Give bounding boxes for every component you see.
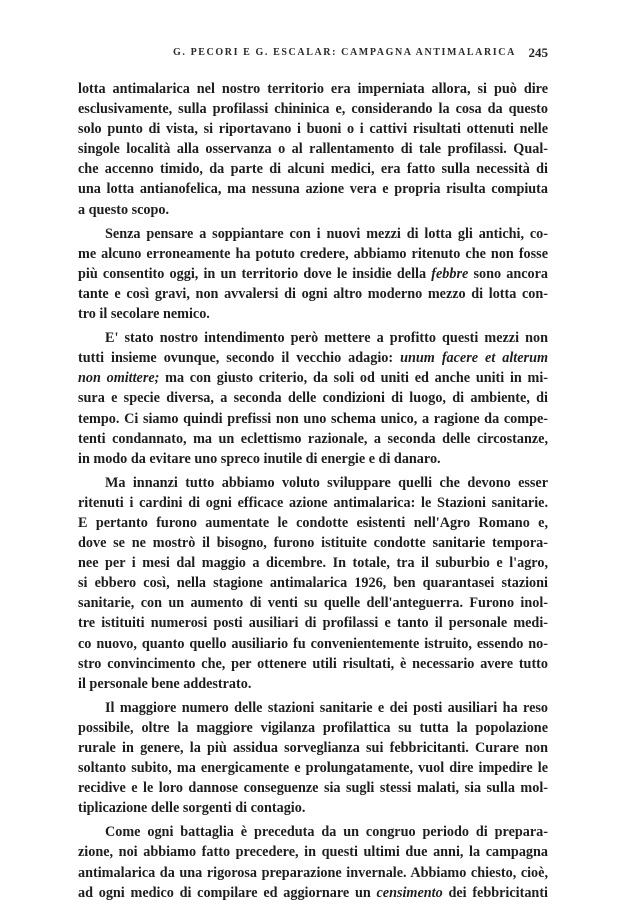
text-line: sura e specie diversa, a seconda delle condizioni di luogo, di ambiente, di xyxy=(78,390,548,407)
text-line: esclusivamente, sulla profilassi chininica e, considerando la cosa da questo xyxy=(78,101,548,118)
text-line: più consentito oggi, in un territorio dove le insidie della febbre sono ancora xyxy=(78,265,548,282)
text-line: si ebbero così, nella stagione antimalarica 1926, ben quarantasei stazioni xyxy=(78,575,548,592)
text-line: tre istituiti numerosi posti ausiliari di profilassi e tanto il personale medi- xyxy=(78,615,548,632)
text-line: a questo scopo. xyxy=(78,201,170,218)
italic-phrase: censimento xyxy=(376,884,443,901)
text-line: antimalarica da una rigorosa preparazione invernale. Abbiamo chiesto, cioè, xyxy=(78,864,548,881)
text-line: sanitarie, con un aumento di venti su quelle dell'anteguerra. Furono inol- xyxy=(78,595,548,612)
text-line: recidive e le loro dannose conseguenze sia sugli stessi malati, sia sulla mol- xyxy=(78,780,548,797)
italic-phrase: unum facere et alterum xyxy=(400,350,548,367)
paragraph xyxy=(78,328,548,469)
running-head xyxy=(78,47,548,63)
text-line: tutti insieme ovunque, secondo il vecchio adagio: unum facere et alterum xyxy=(78,350,548,367)
paragraph xyxy=(78,698,548,819)
body-text xyxy=(78,79,548,907)
text-line: E' stato nostro intendimento però mettere a profitto questi mezzi non xyxy=(105,330,548,347)
text-line: tro il secolare nemico. xyxy=(78,306,210,323)
text-line: solo punto di vista, si riportavano i buoni o i cattivi risultati ottenuti nelle xyxy=(78,121,548,138)
text-line: soltanto subito, ma energicamente e prolungatamente, vuol dire impedire le xyxy=(78,760,548,777)
text-line: singole località alla osservanza o al rallentamento di tale profilassi. Qual- xyxy=(78,141,548,158)
paragraph xyxy=(78,79,548,220)
text-line: Senza pensare a soppiantare con i nuovi mezzi di lotta gli antichi, co- xyxy=(105,225,548,242)
text-line: ad ogni medico di compilare ed aggiornare un censimento dei febbricitanti xyxy=(78,884,548,901)
text-line: tenti condannato, ma un eclettismo razionale, a seconda delle circostanze, xyxy=(78,430,548,447)
text-line: nee per i mesi dal maggio a dicembre. In totale, tra il suburbio e l'agro, xyxy=(78,555,548,572)
paragraph xyxy=(78,473,548,694)
text-line: che accenno timido, da parte di alcuni medici, era fatto sulla necessità di xyxy=(78,161,548,178)
text-line: tempo. Ci siamo quindi prefissi non uno schema unico, a ragione da compe- xyxy=(78,410,548,427)
text-line: lotta antimalarica nel nostro territorio era imperniata allora, si può dire xyxy=(78,81,548,97)
text-line: una lotta antianofelica, ma nessuna azione vera e propria risulta compiuta xyxy=(78,181,548,198)
text-line: tiplicazione delle sorgenti di contagio. xyxy=(78,800,306,817)
text-line: tante e così gravi, non avvalersi di ogni altro moderno mezzo di lotta con- xyxy=(78,285,548,302)
text-line: il personale bene addestrato. xyxy=(78,675,252,692)
text-line: me alcuno erroneamente ha potuto credere, abbiamo ritenuto che non fosse xyxy=(78,245,548,262)
text-line: co nuovo, quanto quello ausiliario fu convenientemente istruito, essendo no- xyxy=(78,635,548,652)
text-line: ritenuti i cardini di ogni efficace azione antimalarica: le Stazioni sanitarie. xyxy=(78,494,548,511)
italic-phrase: non omittere; xyxy=(78,370,160,387)
running-title: G. PECORI E G. ESCALAR: CAMPAGNA ANTIMALARICA xyxy=(173,47,516,58)
text-line: zione, noi abbiamo fatto precedere, in questi ultimi due anni, la campagna xyxy=(78,844,548,861)
text-line: non omittere; ma con giusto criterio, da soli od uniti ed anche uniti in mi- xyxy=(78,370,548,387)
paragraph xyxy=(78,224,548,324)
page-number: 245 xyxy=(528,45,548,60)
text-line: in modo da evitare uno spreco inutile di energie e di danaro. xyxy=(78,450,441,467)
text-line: Come ogni battaglia è preceduta da un congruo periodo di prepara- xyxy=(105,824,548,841)
text-line: stro convincimento che, per ottenere utili risultati, è necessario avere tutto xyxy=(78,655,548,672)
text-line: rurale in genere, la più assidua sorveglianza sui febbricitanti. Curare non xyxy=(78,740,548,756)
paragraph xyxy=(78,822,548,902)
italic-phrase: febbre xyxy=(431,265,469,282)
text-line: Il maggiore numero delle stazioni sanitarie e dei posti ausiliari ha reso xyxy=(105,699,548,716)
text-line: Ma innanzi tutto abbiamo voluto sviluppare quelli che devono esser xyxy=(105,474,548,491)
text-line: possibile, oltre la maggiore vigilanza profilattica su tutta la popolazione xyxy=(78,719,548,736)
text-line: E pertanto furono aumentate le condotte esistenti nell'Agro Romano e, xyxy=(78,514,548,531)
text-line: dove se ne mostrò il bisogno, furono istituite condotte sanitarie tempora- xyxy=(78,535,548,552)
